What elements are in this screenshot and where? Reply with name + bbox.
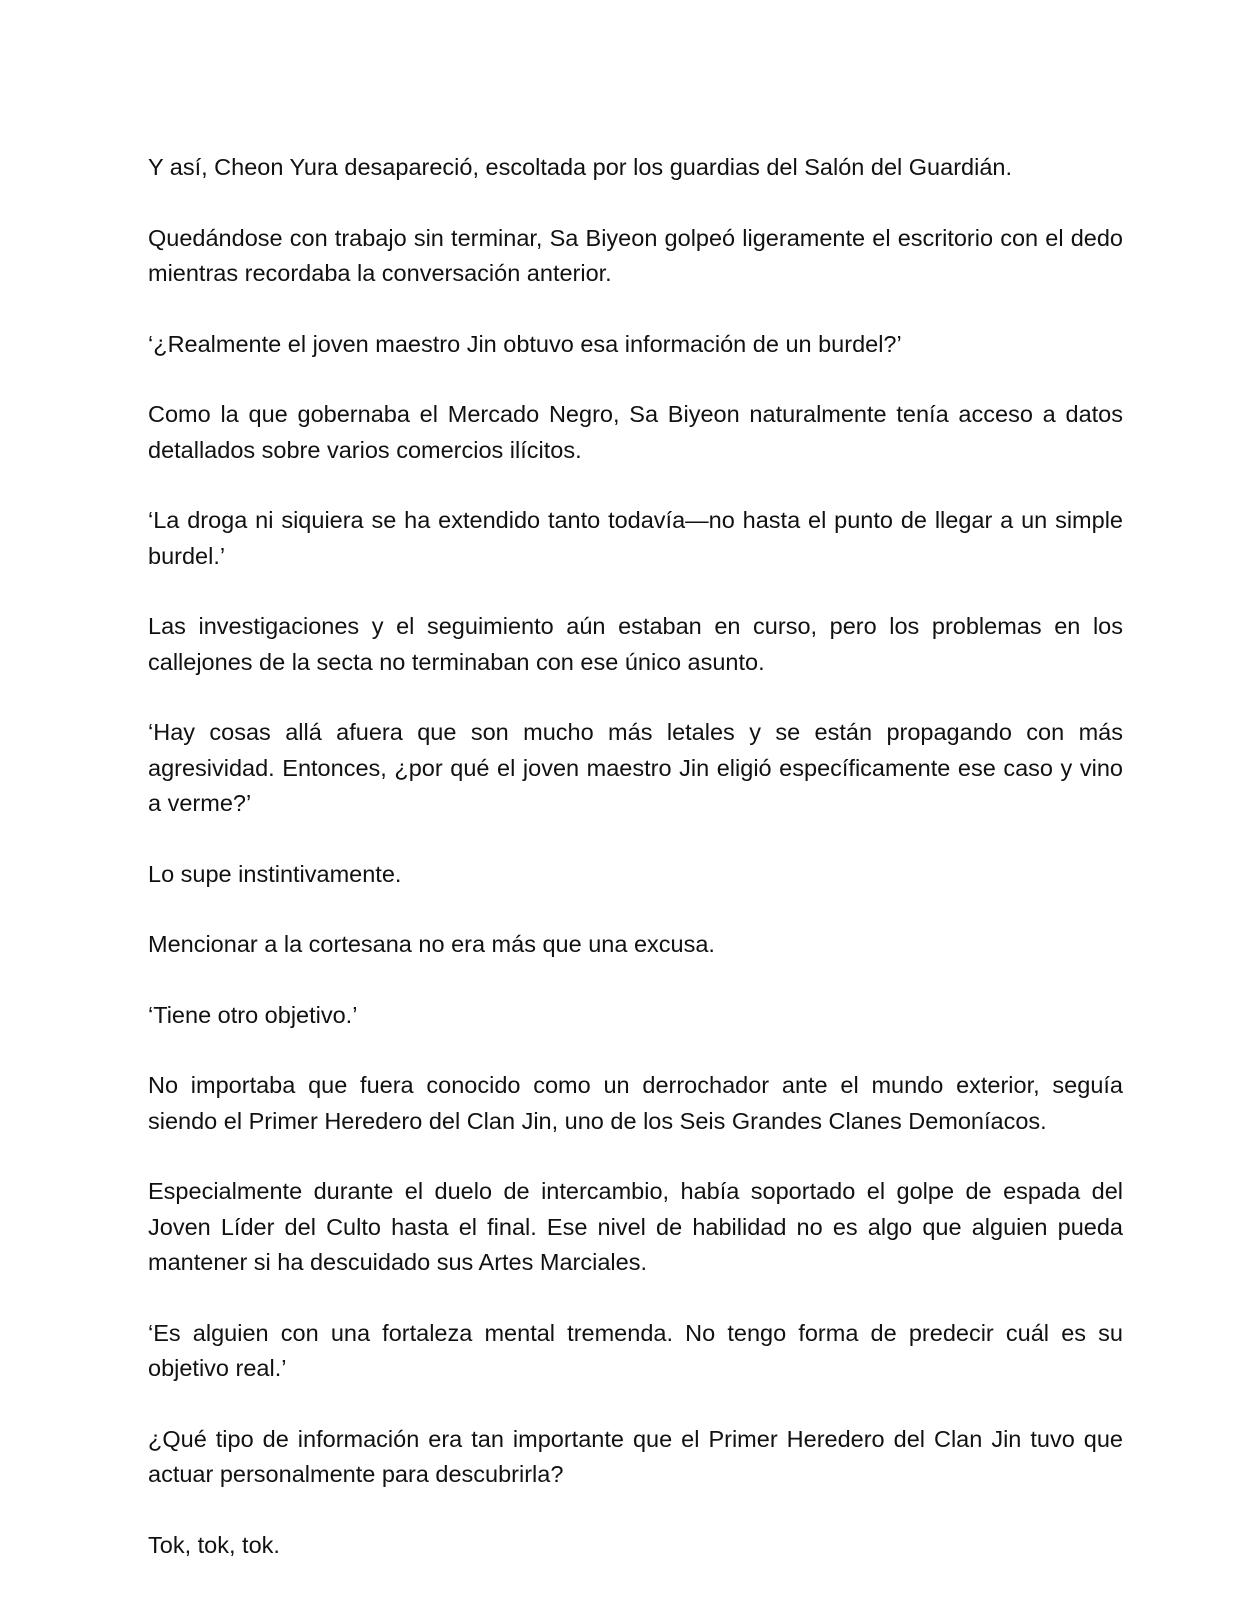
- paragraph-2: Quedándose con trabajo sin terminar, Sa Biyeon golpeó ligeramente el escritorio con el dedo mientras recordaba la conversación anterior.: [148, 224, 1123, 286]
- paragraph-6: Las investigaciones y el seguimiento aún estaban en curso, pero los problemas en los callejones de la secta no terminaban con ese único asunto.: [148, 613, 1123, 675]
- paragraph-1: Y así, Cheon Yura desapareció, escoltada por los guardias del Salón del Guardián.: [148, 154, 1012, 180]
- paragraph-3: ‘¿Realmente el joven maestro Jin obtuvo esa información de un burdel?’: [148, 330, 902, 357]
- paragraph-7: ‘Hay cosas allá afuera que son mucho más letales y se están propagando con más agresividad. Entonces, ¿por qué el joven maestro Jin eligió específicamente ese caso y vino a verme?’: [148, 719, 1123, 816]
- paragraph-5: ‘La droga ni siquiera se ha extendido tanto todavía—no hasta el punto de llegar a un simple burdel.’: [148, 507, 1123, 569]
- paragraph-12: Especialmente durante el duelo de intercambio, había soportado el golpe de espada del Joven Líder del Culto hasta el final. Ese nivel de habilidad no es algo que alguien pueda mantener si ha descuidado sus Artes Marciales.: [148, 1178, 1123, 1275]
- paragraph-11: No importaba que fuera conocido como un derrochador ante el mundo exterior, seguía siendo el Primer Heredero del Clan Jin, uno de los Seis Grandes Clanes Demoníacos.: [148, 1072, 1123, 1134]
- paragraph-14: ¿Qué tipo de información era tan importante que el Primer Heredero del Clan Jin tuvo que actuar personalmente para descubrirla?: [148, 1425, 1123, 1487]
- paragraph-15: Tok, tok, tok.: [148, 1531, 280, 1558]
- paragraph-10: ‘Tiene otro objetivo.’: [148, 1001, 358, 1028]
- paragraph-13: ‘Es alguien con una fortaleza mental tremenda. No tengo forma de predecir cuál es su objetivo real.’: [148, 1319, 1123, 1381]
- paragraph-8: Lo supe instintivamente.: [148, 860, 402, 887]
- paragraph-9: Mencionar a la cortesana no era más que una excusa.: [148, 931, 715, 957]
- paragraph-4: Como la que gobernaba el Mercado Negro, Sa Biyeon naturalmente tenía acceso a datos detallados sobre varios comercios ilícitos.: [148, 401, 1123, 463]
